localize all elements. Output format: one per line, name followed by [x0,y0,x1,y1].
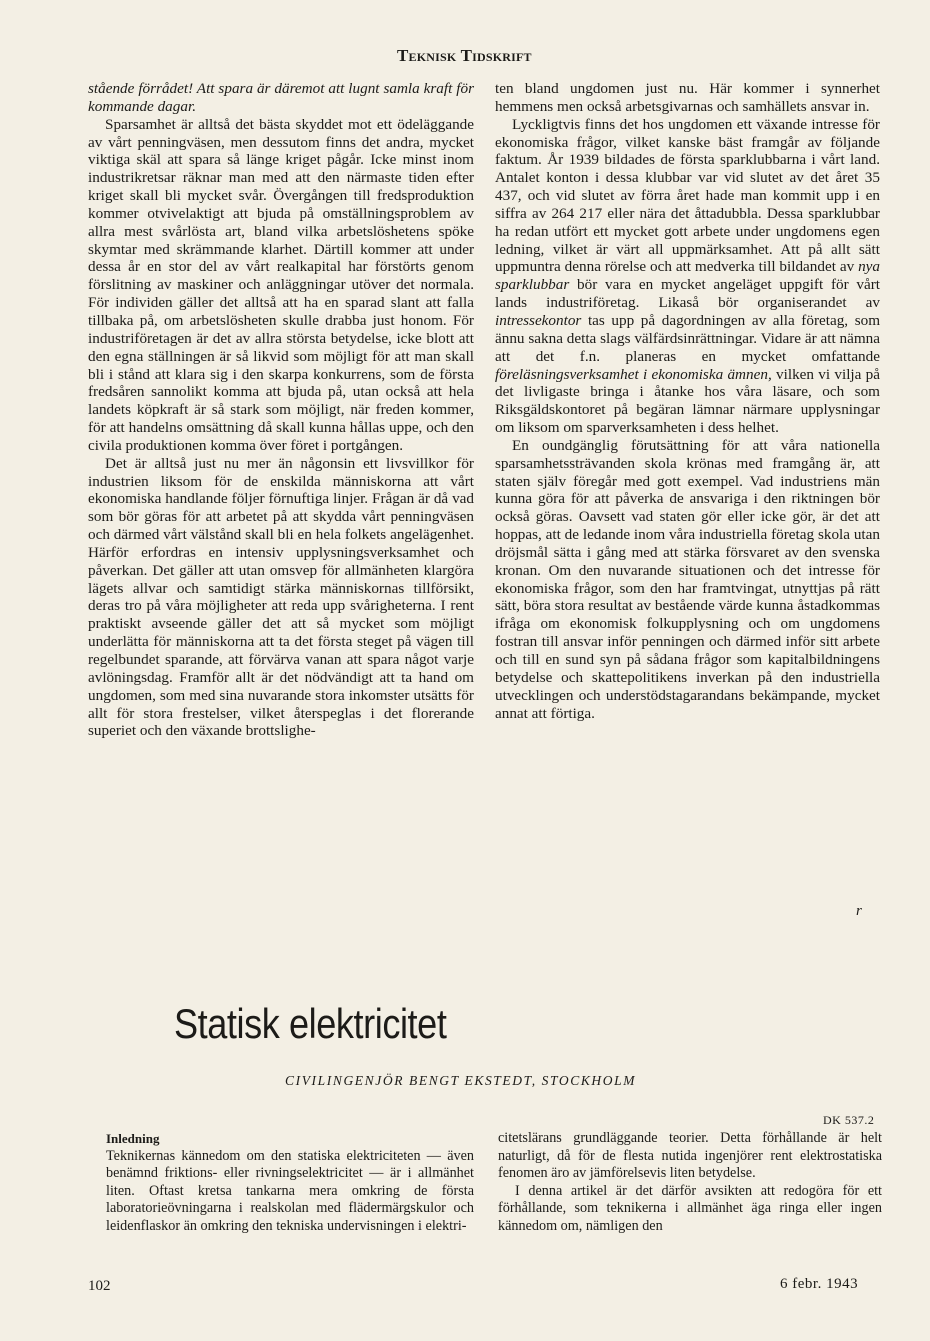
article-right-paragraph-1: citetslärans grundläggande teorier. Detta förhållande är helt naturligt, då för de flesta nutida ingenjörer rent elektrostatiska fenomen äro av jämförelsevis liten betydelse. [498,1130,882,1182]
issue-date: 6 febr. 1943 [780,1276,859,1292]
rp2-part-c: tas upp på dagordningen av alla företag, som ännu sakna detta slags välfärdsinrättningar. Vidare är att nämna att det f.n. planeras en mycket omfattande [495,311,881,365]
top-left-column [88,80,474,740]
rp2-part-d: vilken vi vilja på det livligaste bringa i åtanke hos våra läsare, och som Riksgäldskontoret på begäran lämnar närmare upplysningar om liksom om sparverksamheten i dess helhet. [495,365,881,437]
paragraph-1-text: stående förrådet! Att spara är däremot att lugnt samla kraft för kommande dagar. [88,80,474,115]
paragraph-3: Det är alltså just nu mer än någonsin ett livsvillkor för industrien liksom för de enskilda människorna att vårt ekonomiska handlande följer förnuftiga linjer. Frågan är då vad som bör göras för att arbetet på att skydda vårt penningväsen och därmed vårt välstånd skall bli en hela folkets angelägenhet. Härför erfordras en intensiv upplysningsverksamhet och påverkan. Det gäller att utan omsvep för allmänheten klargöra lägets allvar och samtidigt stärka människornas tillförsikt, deras tro på våra möjligheter att reda upp svårigheterna. I rent praktiskt avseende gäller det att så mycket som möjligt underlätta för människorna att ta det första steget på vägen till regelbundet sparande, att förvärva vanan att spara något varje avlöningsdag. Framför allt är det nödvändigt att ta hand om ungdomen, som med sina nuvarande stora inkomster utsätts för allt för stora frestelser, vilket återspeglas i det florerande superiet och den växande brottslighe- [88,454,474,740]
rp2-italic-forelasning: föreläsningsverksamhet i ekonomiska ämnen, [495,365,772,383]
article-left-column [106,1130,474,1236]
section-subheading: Inledning [106,1131,160,1146]
top-right-column [495,80,880,722]
author-signature: r [856,903,862,919]
paragraph-1 [88,80,474,116]
article-right-column [498,1130,882,1236]
rp2-part-a: Lyckligtvis finns det hos ungdomen ett växande intresse för ekonomiska frågor, vilket kanske bäst framgår av följande faktum. År 1939 bildades de första sparklubbarna i vårt land. Antalet konton i dessa klubbar var vid slutet av det året 35 437, och vid slutet av förra året hade man kommit upp i en siffra av 264 217 eller nära det åttadubbla. Dessa sparklubbar ha redan utfört ett mycket gott arbete under ungdomens egen ledning, vilket är värt all uppmärksamhet. Att på allt sätt uppmuntra denna rörelse och att medverka till bildandet av [495,115,880,276]
right-paragraph-2 [495,116,880,437]
article-left-paragraph: Teknikernas kännedom om den statiska elektriciteten — även benämnd friktions- eller rivningselektricitet — är i allmänhet liten. Oftast kretsa tankarna mera omkring de första laboratorieövningarna i realskolan med flädermärgskulor och leidenflaskor än omkring den tekniska undervisningen i elektri- [106,1147,474,1234]
rp2-italic-intressekontor: intressekontor [495,311,582,329]
paragraph-2: Sparsamhet är alltså det bästa skyddet mot ett ödeläggande av vårt penningväsen, men dessutom finns det andra, mycket viktiga skäl att spara så länge kriget pågår. Icke minst inom industrikretsar räknar man med att den närmaste tiden efter kriget skall bli mycket svår. Övergången till fredsproduktion kommer otvivelaktigt att bjuda på omställningsproblem av allra mest svårlösta art, bland vilka arbetslöshetens spöke skymtar med skrämmande klarhet. Därtill kommer att under dessa år en stor del av vårt realkapital har förstörts genom förslitning av maskiner och anläggningar utöver det normala. För individen gäller det alltså att ha en sparad slant att falla tillbaka på, om arbetslösheten skulle drabba just honom. För industriföretagen är det av allra största betydelse, icke blott att den egna ställningen är så likvid som möjligt för att man skall bli i stånd att klara sig i den skarpa konkurrens, som de första fredsåren sannolikt komma att bjuda på, utan också att hela landets köpkraft är så stark som möjligt, när freden kommer, för att handelns omsättning då skall kunna hållas uppe, och den civila produktionen komma över föret i portgången. [88,115,474,454]
article-byline: CIVILINGENJÖR BENGT EKSTEDT, STOCKHOLM [285,1073,637,1088]
rp2-italic-sparklubbar: nya sparklubbar [495,258,880,294]
classification-code: DK 537.2 [823,1113,875,1127]
right-paragraph-1: ten bland ungdomen just nu. Här kommer i synnerhet hemmens men också arbetsgivarnas och samhällets ansvar in. [495,80,880,115]
rp2-part-b: bör vara en mycket angeläget uppgift för vårt lands industriföretag. Likaså bör organiserandet av [495,276,881,312]
masthead: Teknisk Tidskrift [397,46,532,65]
page-number: 102 [88,1278,111,1294]
right-paragraph-3: En oundgänglig förutsättning för att våra nationella sparsamhetssträvanden skola krönas med framgång är, att staten själv föregår med gott exempel. Vad industriens män kunna göra för att påverka de ansvariga i den riktningen bör också göras. Oavsett vad staten gör eller icke gör, är det att hoppas, att de ledande inom våra industriella företag skola utan dröjsmål sätta i gång med att stärka försvaret av den svenska kronan. Om den nuvarande situationen och det intresse för ekonomiska frågor, som den har framtvingat, utnyttjas på rätt sätt, böra stora resultat av bestående värde kunna åstadkommas ifråga om ekonomisk folkupplysning och om ungdomens fostran till ansvar inför penningen och därmed inför sitt arbete och till en sund syn på sådana frågor som kapitalbildningens betydelse och skattepolitikens inverkan på den industriella utvecklingen och understödstagarandans bekämpande, mycket annat att förtiga. [495,436,880,722]
article-right-paragraph-2: I denna artikel är det därför avsikten att redogöra för ett förhållande, som teknikerna i allmänhet äga ringa eller ingen kännedom om, nämligen den [498,1182,882,1234]
article-title: Statisk elektricitet [174,1000,447,1047]
